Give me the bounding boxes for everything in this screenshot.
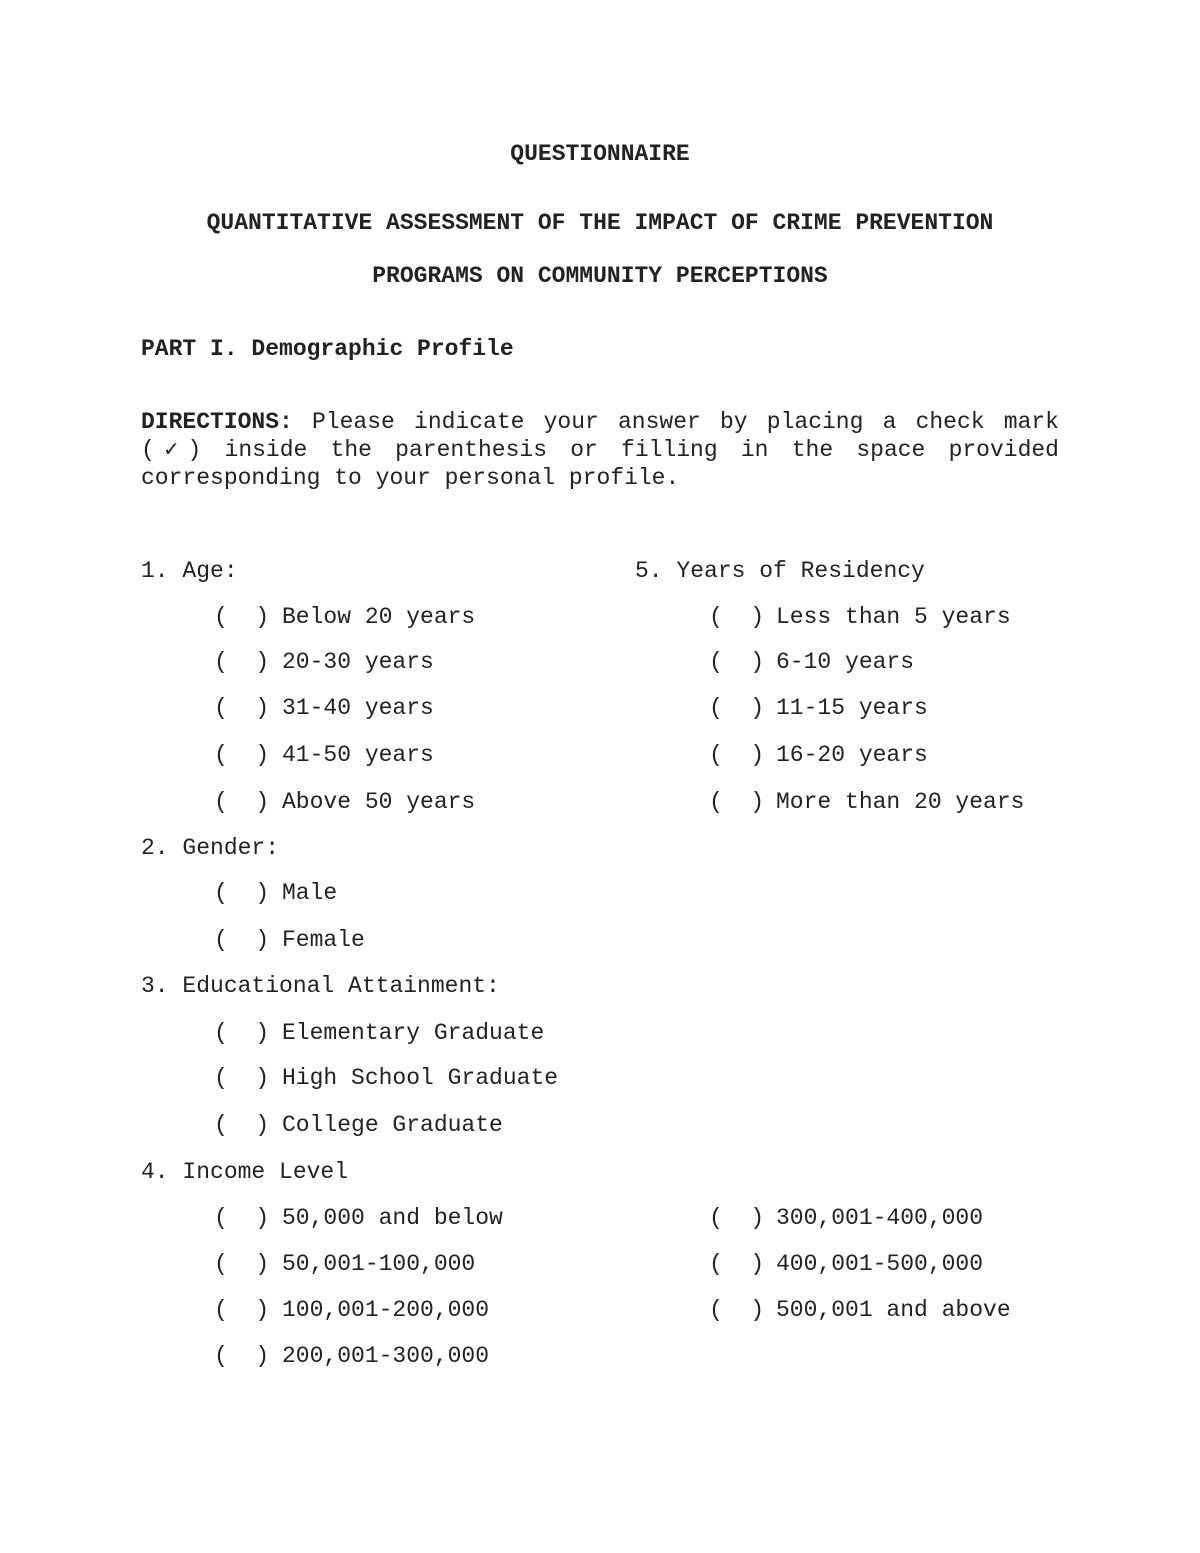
part-heading: PART I. Demographic Profile (141, 336, 514, 362)
option-label: 16-20 years (776, 742, 928, 768)
option-label: High School Graduate (282, 1065, 559, 1091)
option-label: 200,001-300,000 (282, 1343, 490, 1369)
checkbox[interactable]: ( ) (709, 1251, 765, 1277)
option-label: 100,001-200,000 (282, 1297, 490, 1323)
option-label: 500,001 and above (776, 1297, 1011, 1323)
checkbox[interactable]: ( ) (214, 1205, 270, 1231)
option-label: 20-30 years (282, 649, 434, 675)
option-label: 11-15 years (776, 695, 928, 721)
checkbox[interactable]: ( ) (214, 1065, 270, 1091)
checkbox[interactable]: ( ) (214, 927, 270, 953)
document-title: QUESTIONNAIRE (510, 141, 690, 167)
checkbox[interactable]: ( ) (709, 604, 765, 630)
study-title-line-2: PROGRAMS ON COMMUNITY PERCEPTIONS (372, 263, 828, 289)
checkbox[interactable]: ( ) (214, 880, 270, 906)
checkbox[interactable]: ( ) (214, 695, 270, 721)
directions-label: DIRECTIONS: (141, 409, 293, 435)
study-title-line-1: QUANTITATIVE ASSESSMENT OF THE IMPACT OF CRIME PREVENTION (206, 210, 994, 236)
option-label: Female (282, 927, 365, 953)
option-label: Male (282, 880, 338, 906)
checkbox[interactable]: ( ) (214, 1251, 270, 1277)
question-income-label: 4. Income Level (141, 1159, 349, 1185)
checkbox[interactable]: ( ) (214, 1343, 270, 1369)
checkbox[interactable]: ( ) (709, 1297, 765, 1323)
option-label: 400,001-500,000 (776, 1251, 984, 1277)
option-label: More than 20 years (776, 789, 1025, 815)
checkbox[interactable]: ( ) (214, 742, 270, 768)
checkbox[interactable]: ( ) (709, 649, 765, 675)
option-label: 41-50 years (282, 742, 434, 768)
checkbox[interactable]: ( ) (709, 742, 765, 768)
option-label: Below 20 years (282, 604, 476, 630)
checkbox[interactable]: ( ) (214, 1020, 270, 1046)
option-label: Less than 5 years (776, 604, 1011, 630)
checkbox[interactable]: ( ) (214, 789, 270, 815)
question-education-label: 3. Educational Attainment: (141, 973, 500, 999)
directions-paragraph (141, 408, 1059, 492)
checkbox[interactable]: ( ) (214, 649, 270, 675)
option-label: 31-40 years (282, 695, 434, 721)
checkbox[interactable]: ( ) (709, 695, 765, 721)
option-label: College Graduate (282, 1112, 503, 1138)
question-age-label: 1. Age: (141, 558, 238, 584)
checkbox[interactable]: ( ) (214, 604, 270, 630)
checkbox[interactable]: ( ) (214, 1297, 270, 1323)
option-label: Above 50 years (282, 789, 476, 815)
directions-text: Please indicate your answer by placing a check mark (✓) inside the parenthesis or filling in the space provided corresponding to your personal profile. (141, 409, 1059, 491)
question-residency-label: 5. Years of Residency (635, 558, 925, 584)
option-label: 6-10 years (776, 649, 915, 675)
checkbox[interactable]: ( ) (709, 1205, 765, 1231)
option-label: 50,001-100,000 (282, 1251, 476, 1277)
option-label: Elementary Graduate (282, 1020, 545, 1046)
option-label: 300,001-400,000 (776, 1205, 984, 1231)
question-gender-label: 2. Gender: (141, 835, 280, 861)
checkbox[interactable]: ( ) (709, 789, 765, 815)
option-label: 50,000 and below (282, 1205, 503, 1231)
checkbox[interactable]: ( ) (214, 1112, 270, 1138)
